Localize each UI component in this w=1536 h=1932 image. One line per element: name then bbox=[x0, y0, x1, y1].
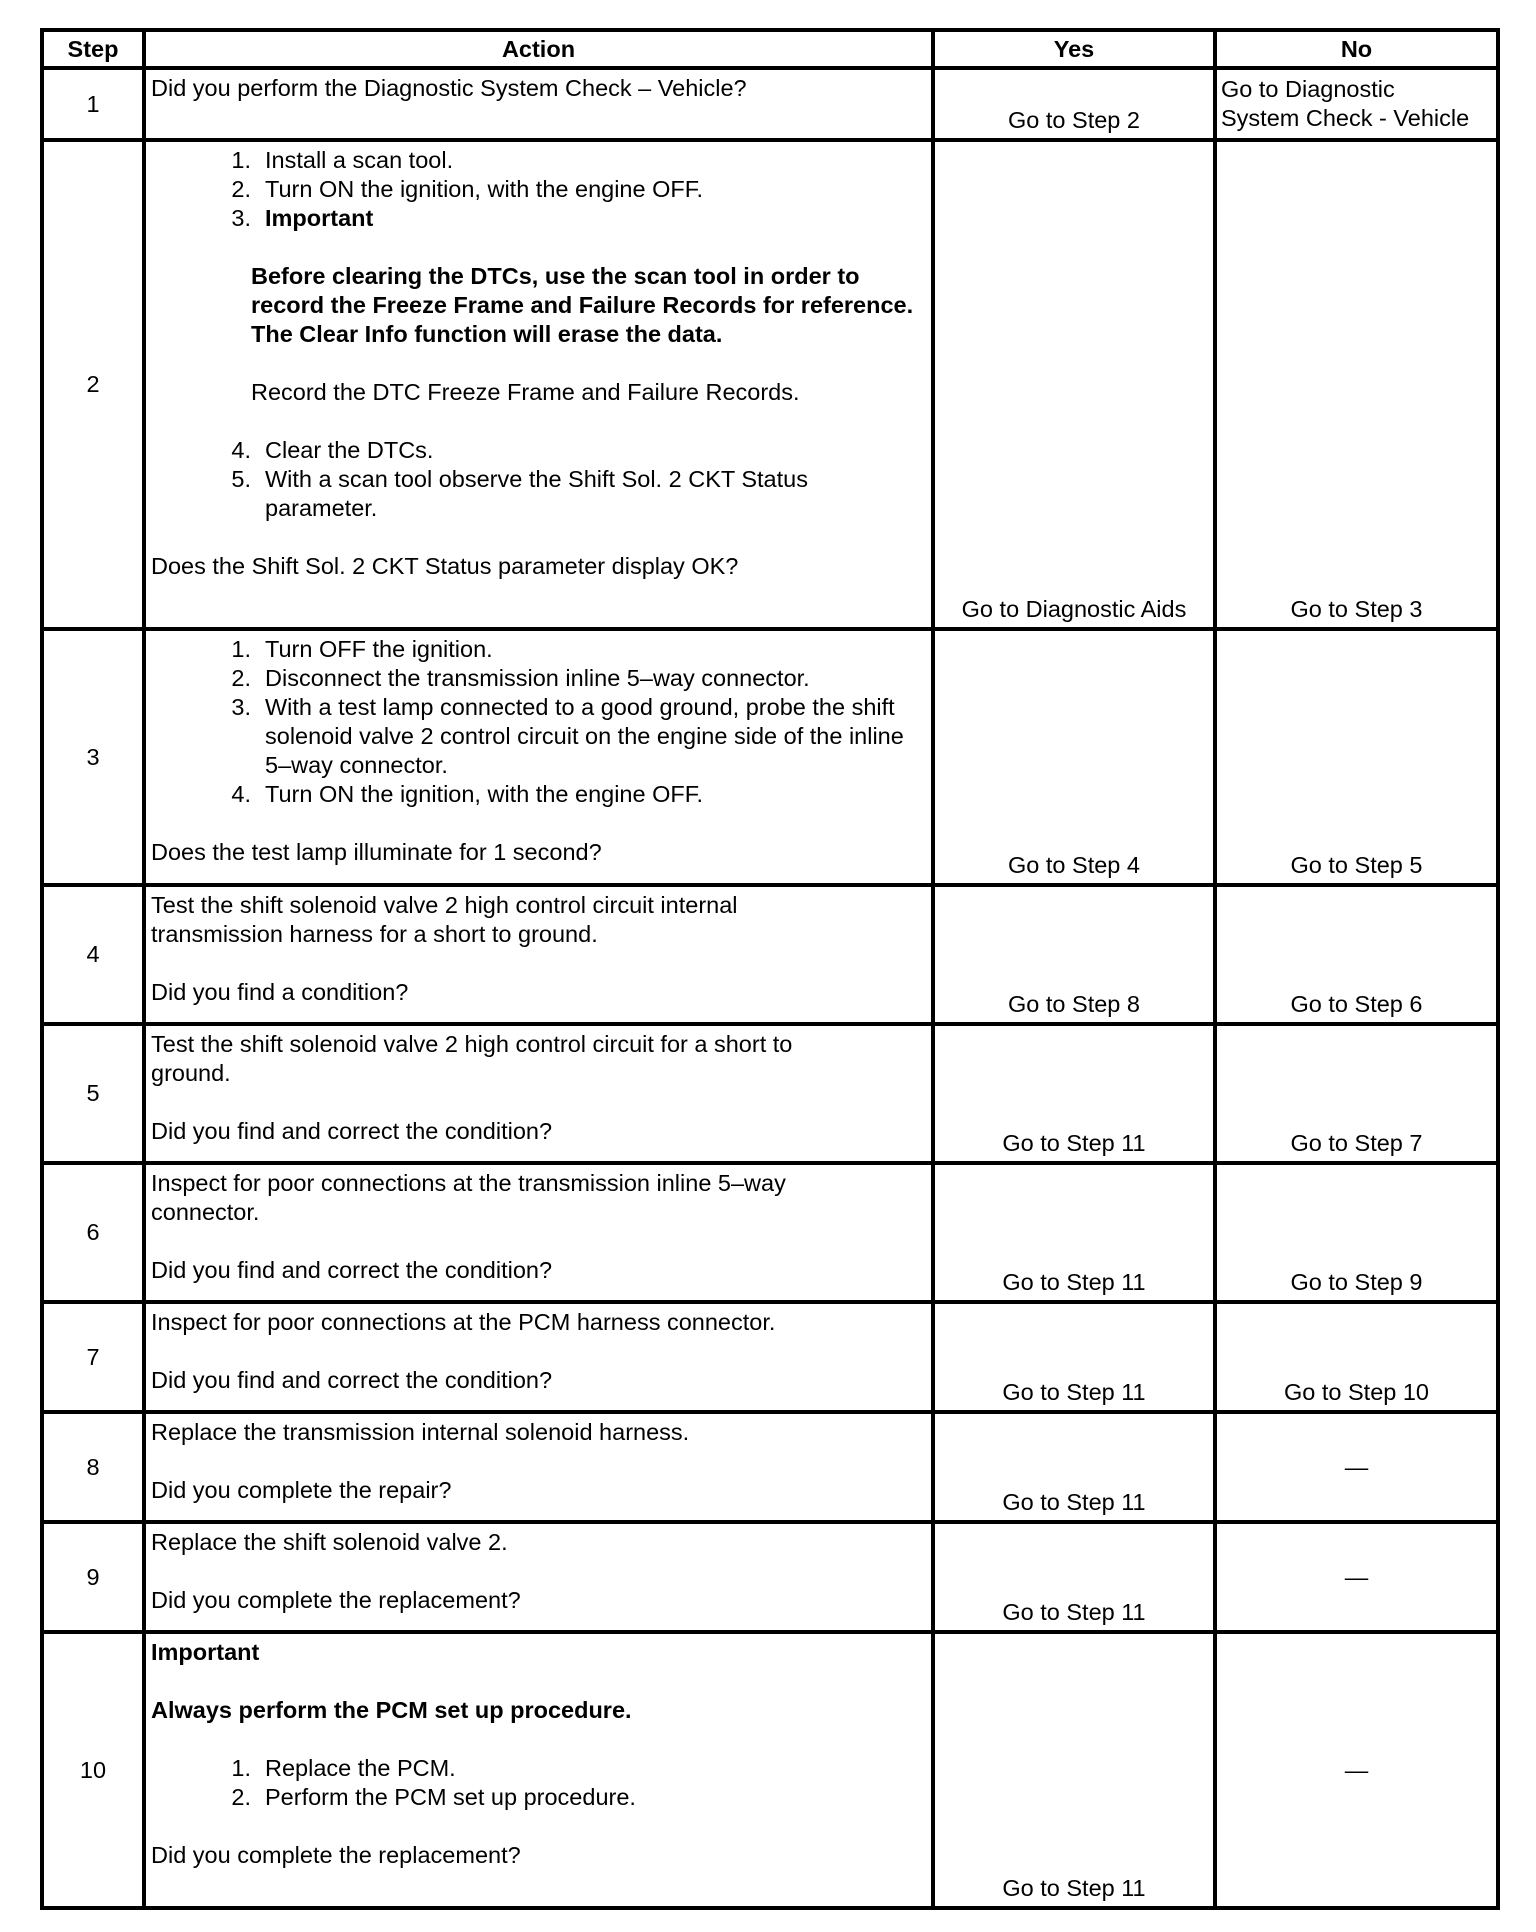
action-question: Did you complete the repair? bbox=[151, 1477, 452, 1503]
action-list bbox=[151, 635, 927, 809]
list-number: 3. bbox=[231, 205, 251, 231]
yes-cell: Go to Step 11 bbox=[933, 1522, 1215, 1632]
action-question: Did you find and correct the condition? bbox=[151, 1367, 553, 1393]
action-text: Replace the transmission internal solenoid harness. bbox=[151, 1419, 690, 1445]
no-cell bbox=[1215, 68, 1498, 140]
action-cell bbox=[144, 140, 933, 629]
step-number: 6 bbox=[42, 1163, 144, 1302]
list-number: 1. bbox=[231, 147, 251, 173]
action-cell bbox=[144, 1302, 933, 1412]
list-text: With a test lamp connected to a good ground, probe the shift solenoid valve 2 control circuit on the engine side of the inline 5–way connector. bbox=[265, 694, 904, 778]
yes-cell: Go to Step 11 bbox=[933, 1163, 1215, 1302]
important-label: Important bbox=[265, 205, 374, 231]
table-row bbox=[42, 1302, 1498, 1412]
list-text: Turn ON the ignition, with the engine OFF. bbox=[265, 781, 704, 807]
yes-cell: Go to Step 11 bbox=[933, 1632, 1215, 1908]
header-step: Step bbox=[42, 30, 144, 68]
no-line-2: System Check - Vehicle bbox=[1221, 105, 1470, 131]
no-line-1: Go to Diagnostic bbox=[1221, 76, 1395, 102]
header-yes: Yes bbox=[933, 30, 1215, 68]
action-list bbox=[151, 1754, 927, 1812]
yes-cell: Go to Step 2 bbox=[933, 68, 1215, 140]
action-text: Inspect for poor connections at the transmission inline 5–way connector. bbox=[151, 1170, 786, 1225]
list-text: Turn ON the ignition, with the engine OFF. bbox=[265, 176, 704, 202]
list-text: Perform the PCM set up procedure. bbox=[265, 1784, 636, 1810]
no-cell: — bbox=[1215, 1522, 1498, 1632]
list-item bbox=[151, 1783, 927, 1812]
list-item bbox=[151, 146, 927, 175]
action-text: Inspect for poor connections at the PCM harness connector. bbox=[151, 1309, 776, 1335]
action-question: Did you find a condition? bbox=[151, 979, 409, 1005]
list-text: Install a scan tool. bbox=[265, 147, 454, 173]
action-question: Did you find and correct the condition? bbox=[151, 1257, 553, 1283]
list-number: 1. bbox=[231, 636, 251, 662]
step-number: 4 bbox=[42, 885, 144, 1024]
action-text: Test the shift solenoid valve 2 high control circuit internal transmission harness for a short to ground. bbox=[151, 892, 738, 947]
list-number: 3. bbox=[231, 694, 251, 720]
action-question: Did you perform the Diagnostic System Check – Vehicle? bbox=[151, 75, 747, 101]
list-item bbox=[151, 465, 927, 523]
yes-cell: Go to Step 11 bbox=[933, 1412, 1215, 1522]
step-number: 8 bbox=[42, 1412, 144, 1522]
action-cell bbox=[144, 885, 933, 1024]
step-number: 3 bbox=[42, 629, 144, 885]
table-row bbox=[42, 629, 1498, 885]
diagnostic-table bbox=[40, 28, 1500, 1910]
list-text: Clear the DTCs. bbox=[265, 437, 434, 463]
list-item bbox=[151, 436, 927, 465]
important-label: Important bbox=[151, 1639, 260, 1665]
no-cell: Go to Step 10 bbox=[1215, 1302, 1498, 1412]
step-number: 10 bbox=[42, 1632, 144, 1908]
no-cell: Go to Step 5 bbox=[1215, 629, 1498, 885]
yes-cell: Go to Step 8 bbox=[933, 885, 1215, 1024]
action-question: Does the Shift Sol. 2 CKT Status parameter display OK? bbox=[151, 553, 739, 579]
list-text: With a scan tool observe the Shift Sol. 2 CKT Status parameter. bbox=[265, 466, 808, 521]
header-row bbox=[42, 30, 1498, 68]
yes-cell: Go to Diagnostic Aids bbox=[933, 140, 1215, 629]
no-cell: Go to Step 9 bbox=[1215, 1163, 1498, 1302]
list-item bbox=[151, 780, 927, 809]
action-question: Did you complete the replacement? bbox=[151, 1842, 521, 1868]
yes-cell: Go to Step 11 bbox=[933, 1302, 1215, 1412]
action-cell bbox=[144, 1632, 933, 1908]
table-row bbox=[42, 885, 1498, 1024]
table-row bbox=[42, 1163, 1498, 1302]
no-cell: Go to Step 7 bbox=[1215, 1024, 1498, 1163]
step-number: 1 bbox=[42, 68, 144, 140]
action-cell bbox=[144, 629, 933, 885]
action-question: Did you complete the replacement? bbox=[151, 1587, 521, 1613]
no-cell: — bbox=[1215, 1412, 1498, 1522]
list-item bbox=[151, 693, 927, 780]
step-number: 9 bbox=[42, 1522, 144, 1632]
action-cell bbox=[144, 1024, 933, 1163]
action-cell bbox=[144, 1163, 933, 1302]
list-item bbox=[151, 635, 927, 664]
no-cell: — bbox=[1215, 1632, 1498, 1908]
list-number: 2. bbox=[231, 665, 251, 691]
list-item bbox=[151, 664, 927, 693]
action-question: Does the test lamp illuminate for 1 second? bbox=[151, 839, 602, 865]
important-note: Before clearing the DTCs, use the scan tool in order to record the Freeze Frame and Failure Records for reference. The Clear Info function will erase the data. bbox=[251, 263, 914, 347]
list-number: 1. bbox=[231, 1755, 251, 1781]
table-row bbox=[42, 1522, 1498, 1632]
step-number: 7 bbox=[42, 1302, 144, 1412]
table-row bbox=[42, 1412, 1498, 1522]
list-text: Replace the PCM. bbox=[265, 1755, 456, 1781]
action-text: Test the shift solenoid valve 2 high control circuit for a short to ground. bbox=[151, 1031, 793, 1086]
action-text: Replace the shift solenoid valve 2. bbox=[151, 1529, 508, 1555]
record-note: Record the DTC Freeze Frame and Failure Records. bbox=[251, 379, 800, 405]
action-list bbox=[151, 146, 927, 233]
list-number: 4. bbox=[231, 437, 251, 463]
action-cell bbox=[144, 1522, 933, 1632]
list-number: 4. bbox=[231, 781, 251, 807]
list-item bbox=[151, 204, 927, 233]
header-action: Action bbox=[144, 30, 933, 68]
step-number: 2 bbox=[42, 140, 144, 629]
action-list bbox=[151, 436, 927, 523]
table-row bbox=[42, 1024, 1498, 1163]
list-text: Turn OFF the ignition. bbox=[265, 636, 493, 662]
yes-cell: Go to Step 11 bbox=[933, 1024, 1215, 1163]
important-note: Always perform the PCM set up procedure. bbox=[151, 1697, 632, 1723]
list-number: 5. bbox=[231, 466, 251, 492]
list-item bbox=[151, 175, 927, 204]
list-number: 2. bbox=[231, 1784, 251, 1810]
action-question: Did you find and correct the condition? bbox=[151, 1118, 553, 1144]
list-number: 2. bbox=[231, 176, 251, 202]
header-no: No bbox=[1215, 30, 1498, 68]
table-row bbox=[42, 140, 1498, 629]
no-cell: Go to Step 3 bbox=[1215, 140, 1498, 629]
action-cell bbox=[144, 68, 933, 140]
list-text: Disconnect the transmission inline 5–way connector. bbox=[265, 665, 810, 691]
table-row bbox=[42, 68, 1498, 140]
table-row bbox=[42, 1632, 1498, 1908]
yes-cell: Go to Step 4 bbox=[933, 629, 1215, 885]
no-cell: Go to Step 6 bbox=[1215, 885, 1498, 1024]
step-number: 5 bbox=[42, 1024, 144, 1163]
action-cell bbox=[144, 1412, 933, 1522]
list-item bbox=[151, 1754, 927, 1783]
